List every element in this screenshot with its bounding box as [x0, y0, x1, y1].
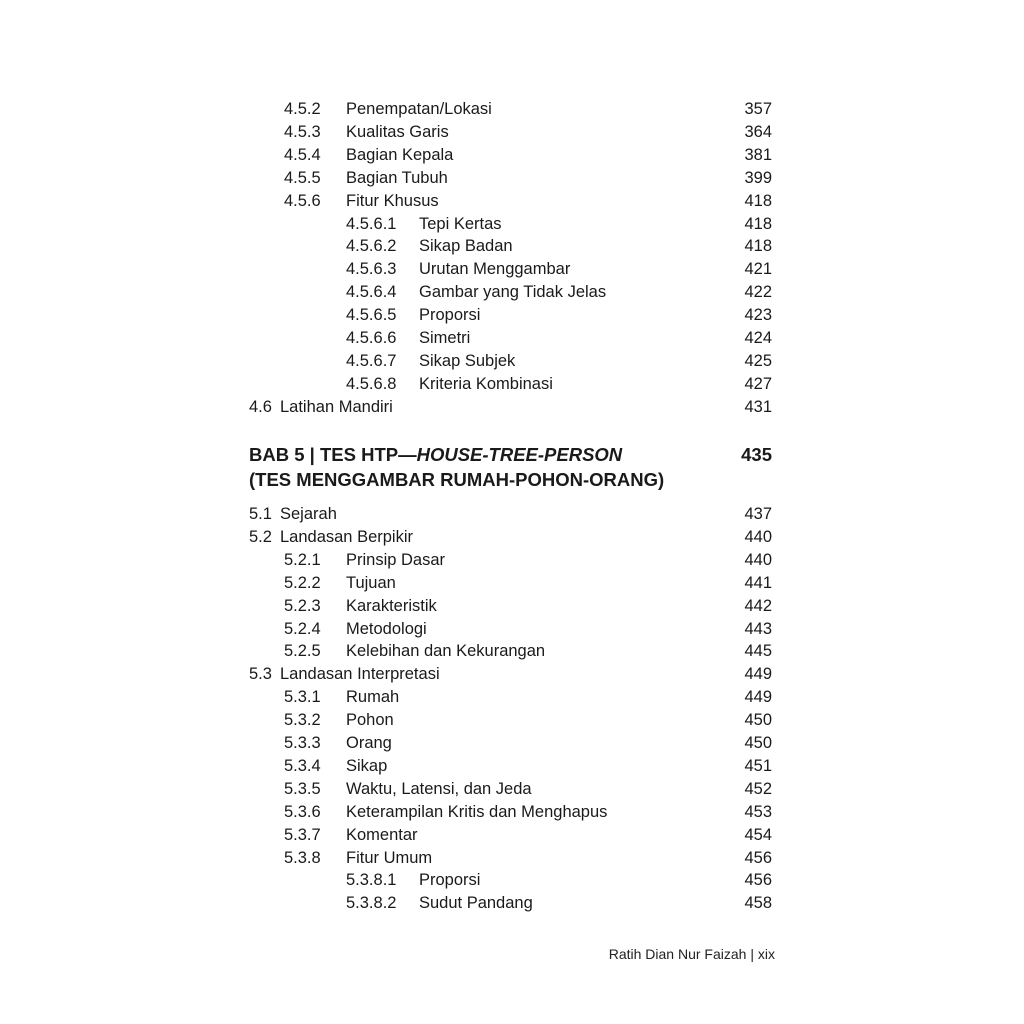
toc-entry-page: 440	[744, 527, 772, 546]
toc-entry-title: Sikap	[346, 756, 388, 775]
toc-entry-page: 364	[744, 122, 772, 141]
toc-entry[interactable]	[0, 869, 1024, 892]
toc-entry-number: 5.2.4	[284, 619, 321, 638]
toc-entry-title: Sikap Badan	[419, 237, 513, 256]
toc-entry-page: 458	[744, 894, 772, 913]
toc-entry-title: Urutan Menggambar	[419, 260, 571, 279]
toc-entry-number: 4.5.4	[284, 145, 321, 164]
toc-entry-number: 5.3.7	[284, 825, 321, 844]
toc-entry-number: 5.3.8.1	[346, 871, 397, 890]
footer-separator: |	[750, 946, 754, 962]
toc-entry-title: Kualitas Garis	[346, 122, 449, 141]
toc-entry-number: 4.5.2	[284, 100, 321, 118]
toc-entry[interactable]	[0, 801, 1024, 824]
toc-entry-number: 5.1	[249, 505, 272, 523]
toc-entry-title: Fitur Umum	[346, 848, 433, 867]
toc-entry-number: 5.3.1	[284, 688, 321, 707]
toc-entry-title: Sejarah	[280, 505, 337, 523]
toc-entry-title: Metodologi	[346, 619, 427, 638]
toc-entry-page: 423	[744, 306, 772, 325]
chapter-heading	[249, 442, 775, 492]
toc-entry[interactable]	[0, 258, 1024, 281]
toc-entry-page: 442	[744, 596, 772, 615]
toc-entry-number: 4.5.6.6	[346, 329, 397, 347]
toc-entry-page: 399	[744, 168, 772, 187]
toc-entry[interactable]	[0, 824, 1024, 847]
toc-entry[interactable]	[0, 663, 1024, 686]
toc-entry[interactable]	[0, 572, 1024, 595]
toc-entry-title: Komentar	[346, 825, 418, 844]
toc-entry[interactable]	[0, 847, 1024, 870]
toc-entry-number: 5.3.8.2	[346, 894, 397, 913]
toc-entry[interactable]	[0, 327, 1024, 350]
toc-entry-page: 450	[744, 734, 772, 752]
chapter-title-italic: HOUSE-TREE-PERSON	[416, 444, 623, 465]
chapter-title-line	[249, 442, 775, 467]
toc-entry-title: Keterampilan Kritis dan Menghapus	[346, 802, 608, 821]
toc-entry-title: Tepi Kertas	[419, 214, 502, 233]
toc-entry-number: 5.2.5	[284, 642, 321, 661]
toc-entry-page: 381	[744, 145, 772, 164]
toc-entry-title: Landasan Interpretasi	[280, 665, 440, 684]
toc-entry-number: 5.3.5	[284, 779, 321, 798]
toc-entry-number: 5.2.3	[284, 596, 321, 615]
toc-entry-title: Bagian Kepala	[346, 145, 454, 164]
toc-entry[interactable]	[0, 235, 1024, 258]
toc-entry[interactable]	[0, 396, 1024, 419]
toc-entry-page: 424	[744, 329, 772, 347]
toc-entry[interactable]	[0, 98, 1024, 121]
toc-entry-title: Proporsi	[419, 306, 481, 325]
toc-entry-title: Proporsi	[419, 871, 481, 890]
toc-entry-number: 4.5.6.4	[346, 283, 397, 302]
toc-entry-title: Pohon	[346, 711, 394, 730]
toc-entry[interactable]	[0, 755, 1024, 778]
toc-entry[interactable]	[0, 526, 1024, 549]
toc-entry-title: Tujuan	[346, 573, 396, 592]
toc-entry-number: 4.5.6.2	[346, 237, 397, 256]
toc-entry-page: 440	[744, 550, 772, 569]
toc-entry-page: 452	[744, 779, 772, 798]
toc-entry-number: 4.5.6.3	[346, 260, 397, 279]
toc-entry-page: 418	[744, 214, 772, 233]
toc-entry[interactable]	[0, 144, 1024, 167]
toc-entry-number: 4.5.5	[284, 168, 321, 187]
toc-entry-number: 5.2.1	[284, 550, 321, 569]
toc-entry-page: 357	[744, 100, 772, 118]
toc-entry[interactable]	[0, 709, 1024, 732]
toc-entry-number: 4.6	[249, 397, 272, 416]
toc-entry-number: 4.5.6.1	[346, 214, 397, 233]
toc-entry-title: Orang	[346, 734, 392, 752]
toc-entry-title: Waktu, Latensi, dan Jeda	[346, 779, 532, 798]
toc-entry-page: 431	[744, 397, 772, 416]
toc-entry-number: 4.5.6.5	[346, 306, 397, 325]
chapter-subtitle: (TES MENGGAMBAR RUMAH-POHON-ORANG)	[249, 469, 665, 490]
toc-entry-page: 418	[744, 191, 772, 210]
toc-entry-page: 437	[744, 505, 772, 523]
toc-entry-number: 5.3.3	[284, 734, 321, 752]
toc-entry-number: 5.2	[249, 527, 272, 546]
toc-entry-number: 5.2.2	[284, 573, 321, 592]
toc-entry-number: 4.5.6.7	[346, 351, 397, 370]
toc-entry-title: Simetri	[419, 329, 471, 347]
toc-entry-title: Bagian Tubuh	[346, 168, 448, 187]
toc-entry-title: Kelebihan dan Kekurangan	[346, 642, 546, 661]
toc-entry-title: Karakteristik	[346, 596, 437, 615]
toc-entry[interactable]	[0, 618, 1024, 641]
toc-entry[interactable]	[0, 892, 1024, 915]
page-footer	[609, 944, 775, 964]
toc-entry-page: 425	[744, 351, 772, 370]
toc-entry[interactable]	[0, 304, 1024, 327]
chapter-page-number: 435	[741, 444, 772, 465]
toc-entry-page: 427	[744, 374, 772, 393]
toc-entry-title: Prinsip Dasar	[346, 550, 446, 569]
toc-entry[interactable]	[0, 549, 1024, 572]
toc-entry-page: 422	[744, 283, 772, 302]
toc-entry-number: 4.5.3	[284, 122, 321, 141]
toc-entry-page: 456	[744, 848, 772, 867]
toc-entry-title: Rumah	[346, 688, 400, 707]
toc-entry-page: 441	[744, 573, 772, 592]
toc-entry-page: 453	[744, 802, 772, 821]
toc-entry[interactable]	[0, 595, 1024, 618]
toc-entry-page: 451	[744, 756, 772, 775]
toc-entry-title: Latihan Mandiri	[280, 397, 393, 416]
toc-entry[interactable]	[0, 190, 1024, 213]
toc-entry[interactable]	[0, 213, 1024, 236]
toc-entry-title: Sikap Subjek	[419, 351, 516, 370]
footer-page-number: xix	[757, 946, 775, 962]
toc-entry-page: 449	[744, 665, 772, 684]
toc-entry-page: 450	[744, 711, 772, 730]
toc-entry-number: 5.3.6	[284, 802, 321, 821]
toc-entry-number: 4.5.6.8	[346, 374, 397, 393]
toc-entry[interactable]	[0, 686, 1024, 709]
toc-entry[interactable]	[0, 167, 1024, 190]
toc-entry-number: 5.3	[249, 665, 272, 684]
toc-entry-page: 449	[744, 688, 772, 707]
toc-entry-title: Gambar yang Tidak Jelas	[419, 283, 607, 302]
footer-author: Ratih Dian Nur Faizah	[608, 946, 747, 962]
toc-entry[interactable]	[0, 281, 1024, 304]
toc-entry-number: 5.3.2	[284, 711, 321, 730]
toc-entry[interactable]	[0, 640, 1024, 663]
toc-entry-title: Kriteria Kombinasi	[419, 374, 553, 393]
toc-entry[interactable]	[0, 350, 1024, 373]
toc-entry-page: 456	[744, 871, 772, 890]
toc-entry-page: 443	[744, 619, 772, 638]
toc-entry-page: 421	[744, 260, 772, 279]
toc-entry-title: Sudut Pandang	[419, 894, 533, 913]
toc-entry-number: 4.5.6	[284, 191, 321, 210]
toc-entry[interactable]	[0, 121, 1024, 144]
toc-entry-title: Landasan Berpikir	[280, 527, 413, 546]
toc-entry[interactable]	[0, 778, 1024, 801]
toc-entry[interactable]	[0, 373, 1024, 396]
toc-entry[interactable]	[0, 503, 1024, 526]
toc-entry[interactable]	[0, 732, 1024, 755]
chapter-title-prefix: BAB 5 | TES HTP—	[249, 444, 417, 465]
toc-entry-page: 418	[744, 237, 772, 256]
toc-entry-number: 5.3.8	[284, 848, 321, 867]
toc-entry-page: 454	[744, 825, 772, 844]
toc-entry-title: Penempatan/Lokasi	[346, 100, 492, 118]
toc-entry-number: 5.3.4	[284, 756, 321, 775]
toc-entry-page: 445	[744, 642, 772, 661]
toc-entry-title: Fitur Khusus	[346, 191, 439, 210]
